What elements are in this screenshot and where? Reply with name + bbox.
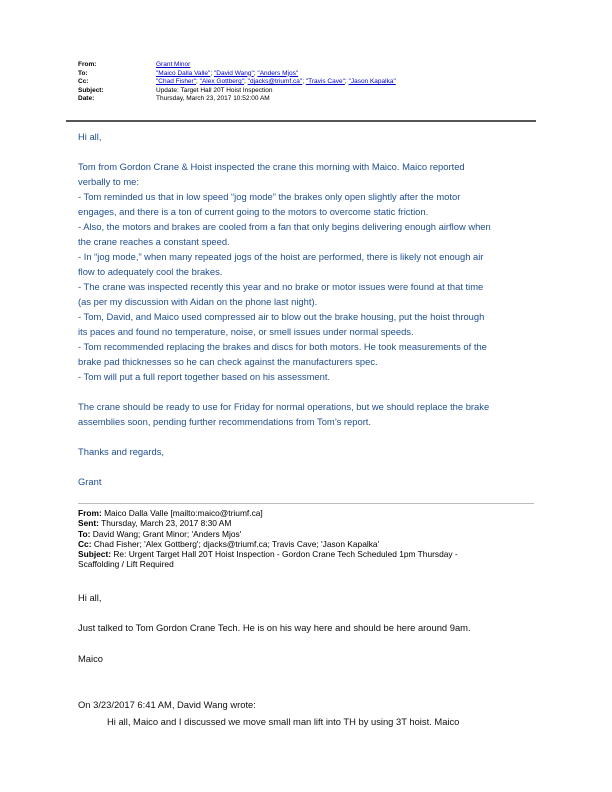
bullet-line: - The crane was inspected recently this year and no brake or motor issues were found at that time — [78, 281, 484, 292]
bullet-line: - Tom recommended replacing the brakes and discs for both motors. He took measurements of the — [78, 341, 487, 352]
fwd-sent-label: Sent: — [78, 518, 99, 529]
separator: ; — [244, 78, 246, 86]
fwd-signature: Maico — [78, 653, 104, 664]
quote-header-block — [78, 697, 548, 712]
from-label: From: — [78, 61, 97, 68]
from-link[interactable]: Grant Minor — [156, 61, 191, 68]
fwd-subject-continuation: Scaffolding / Lift Required — [78, 559, 174, 570]
forward-divider — [78, 503, 534, 504]
separator: ; — [344, 78, 347, 86]
fwd-to-label: To: — [78, 528, 91, 539]
cc-link-djacks[interactable]: "djacks@triumf.ca" — [247, 78, 303, 86]
subject-label: Subject: — [78, 86, 104, 94]
bullet-line: flow to adequately cool the brakes. — [78, 266, 223, 277]
signature-block — [78, 474, 538, 489]
closing-line: The crane should be ready to use for Friday for normal operations, but we should replace the brake — [78, 401, 490, 412]
greeting: Hi all, — [78, 131, 102, 142]
to-label: To: — [78, 69, 88, 77]
bullet-line: - Tom reminded us that in low speed “jog mode” the brakes only open slightly after the motor — [78, 191, 461, 202]
fwd-signature-block — [78, 651, 548, 666]
cc-link-jason[interactable]: "Jason Kapalka" — [348, 78, 396, 86]
signoff: Thanks and regards, — [78, 446, 164, 457]
fwd-body-block — [78, 620, 548, 635]
bullet-line: (as per my discussion with Aidan on the phone last night). — [78, 296, 318, 307]
fwd-cc-label: Cc: — [78, 538, 92, 549]
fwd-subject-row — [78, 549, 538, 559]
bullet-line: - In “jog mode,” when many repeated jogs of the hoist are performed, there is likely not enough air — [78, 251, 484, 262]
quote-header: On 3/23/2017 6:41 AM, David Wang wrote: — [78, 699, 256, 710]
header-divider — [66, 120, 536, 122]
intro-line: Tom from Gordon Crane & Hoist inspected the crane this morning with Maico. Maico reported — [78, 161, 465, 172]
fwd-cc-value: Chad Fisher; 'Alex Gottberg'; djacks@triumf.ca; Travis Cave; 'Jason Kapalka' — [93, 538, 380, 549]
cc-link-alex[interactable]: "Alex Gottberg" — [199, 78, 245, 86]
to-link-david[interactable]: "David Wang" — [213, 69, 254, 77]
fwd-from-row — [78, 508, 538, 518]
cc-label: Cc: — [78, 78, 89, 86]
fwd-to-value: David Wang; Grant Minor; 'Anders Mjos' — [92, 528, 242, 539]
message-greeting-block — [78, 129, 538, 144]
separator: ; — [302, 78, 305, 86]
signoff-block — [78, 444, 538, 459]
to-link-anders[interactable]: "Anders Mjos" — [257, 69, 299, 77]
bullet-line: the crane reaches a constant speed. — [78, 236, 230, 247]
date-value: Thursday, March 23, 2017 10:52:00 AM — [156, 95, 270, 103]
cc-link-travis[interactable]: "Travis Cave" — [305, 78, 345, 86]
message-body — [78, 159, 538, 384]
fwd-cc-row — [78, 539, 538, 549]
bullet-line: its paces and found no temperature, noise, or smell issues under normal speeds. — [78, 326, 414, 337]
fwd-from-value: Maico Dalla Valle [mailto:maico@triumf.ca] — [104, 508, 263, 518]
bullet-line: engages, and there is a ton of current going to the motors to overcome static friction. — [78, 206, 429, 217]
header-cc-row — [78, 78, 538, 87]
fwd-sent-row — [78, 518, 538, 528]
date-label: Date: — [78, 95, 95, 103]
header-to-row — [78, 70, 538, 79]
to-link-maico[interactable]: "Maico Dalla Valle" — [156, 69, 211, 77]
header-from-row — [78, 61, 538, 70]
fwd-subject-value: Re: Urgent Target Hall 20T Hoist Inspection - Gordon Crane Tech Scheduled 1pm Thursday - — [113, 549, 458, 560]
bullet-line: brake pad thicknesses so he can check against the manufacturers spec. — [78, 356, 378, 367]
closing-line: assemblies soon, pending further recommendations from Tom’s report. — [78, 416, 372, 427]
bullet-line: - Also, the motors and brakes are cooled from a fan that only begins delivering enough airflow when — [78, 221, 491, 232]
quote-line: Hi all, Maico and I discussed we move small man lift into TH by using 3T hoist. Maico — [107, 716, 460, 727]
fwd-to-row — [78, 529, 538, 539]
message-closing — [78, 399, 538, 429]
quote-body-block — [107, 714, 547, 729]
email-header — [78, 61, 538, 104]
fwd-greeting: Hi all, — [78, 592, 102, 603]
fwd-sent-value: Thursday, March 23, 2017 8:30 AM — [101, 518, 232, 529]
cc-link-chad[interactable]: "Chad Fisher" — [156, 78, 197, 86]
separator: ; — [196, 78, 198, 86]
bullet-line: - Tom, David, and Maico used compressed air to blow out the brake housing, put the hoist through — [78, 311, 485, 322]
fwd-greeting-block — [78, 590, 548, 605]
fwd-body: Just talked to Tom Gordon Crane Tech. He is on his way here and should be here around 9am. — [78, 622, 471, 633]
bullet-line: - Tom will put a full report together based on his assessment. — [78, 371, 331, 382]
header-date-row — [78, 95, 538, 104]
forwarded-header — [78, 508, 538, 570]
separator: ; — [253, 69, 256, 77]
signature: Grant — [78, 476, 102, 487]
fwd-from-label: From: — [78, 508, 102, 518]
separator: ; — [210, 69, 213, 77]
fwd-subject-label: Subject: — [78, 549, 112, 560]
header-subject-row — [78, 87, 538, 96]
subject-value: Update: Target Hall 20T Hoist Inspection — [156, 86, 273, 94]
intro-line: verbally to me: — [78, 176, 139, 187]
